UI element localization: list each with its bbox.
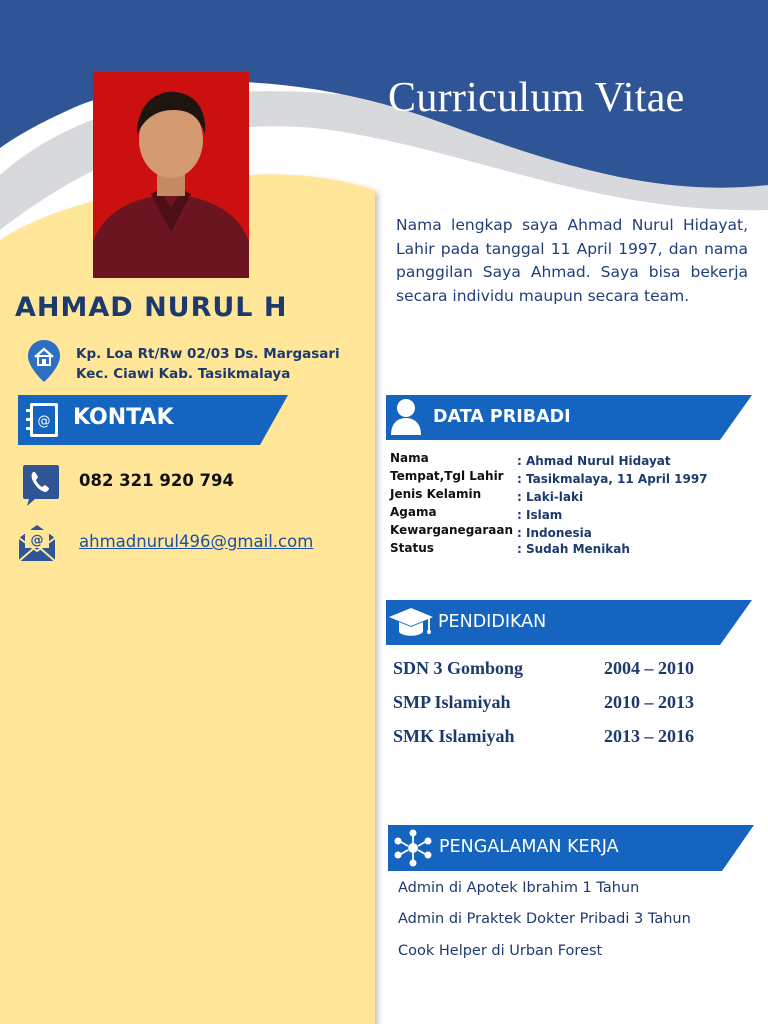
pendidikan-heading: PENDIDIKAN: [438, 612, 547, 632]
education-years: 2010 – 2013: [604, 692, 694, 712]
phone-number: 082 321 920 794: [79, 471, 235, 490]
full-name: AHMAD NURUL H: [15, 292, 288, 323]
personal-value: : Laki-laki: [517, 490, 584, 504]
education-school: SMK Islamiyah: [393, 726, 515, 746]
work-experience-item: Cook Helper di Urban Forest: [398, 943, 603, 959]
pengalaman-header: [388, 825, 754, 871]
mail-icon: [16, 522, 58, 564]
contact-book-icon: [24, 401, 64, 439]
personal-key: Tempat,Tgl Lahir: [390, 469, 504, 483]
education-years: 2013 – 2016: [604, 726, 694, 746]
personal-value: : Indonesia: [517, 526, 592, 540]
personal-key: Status: [390, 541, 434, 555]
about-summary: Nama lengkap saya Ahmad Nurul Hidayat, Lahir pada tanggal 11 April 1997, dan nama panggilan Saya Ahmad. Saya bisa bekerja secara individu maupun secara team.: [396, 216, 748, 305]
address-line-2: Kec. Ciawi Kab. Tasikmalaya: [76, 365, 291, 382]
data-pribadi-header: [386, 395, 752, 440]
education-school: SDN 3 Gombong: [393, 658, 524, 678]
personal-key: Agama: [390, 505, 437, 519]
personal-value: : Sudah Menikah: [517, 542, 630, 556]
data-pribadi-heading: DATA PRIBADI: [433, 407, 571, 427]
work-experience-item: Admin di Apotek Ibrahim 1 Tahun: [398, 880, 640, 896]
address: [76, 345, 340, 384]
svg-text:@: @: [37, 414, 51, 429]
education-school: SMP Islamiyah: [393, 692, 511, 712]
user-icon: [389, 397, 423, 437]
personal-key: Jenis Kelamin: [390, 487, 482, 501]
network-icon: [393, 828, 433, 868]
personal-key: Nama: [390, 451, 429, 465]
email-link[interactable]: ahmadnurul496@gmail.com: [79, 532, 314, 551]
pendidikan-header: [386, 600, 752, 645]
kontak-header: [18, 395, 288, 445]
document-title: Curriculum Vitae: [388, 75, 685, 121]
kontak-heading: KONTAK: [73, 405, 174, 430]
personal-value: : Islam: [517, 508, 563, 522]
svg-text:@: @: [30, 533, 44, 548]
work-experience-item: Admin di Praktek Dokter Pribadi 3 Tahun: [398, 911, 691, 927]
pengalaman-heading: PENGALAMAN KERJA: [439, 837, 619, 857]
home-pin-icon: [26, 338, 62, 384]
profile-photo: [93, 72, 249, 278]
personal-value: : Ahmad Nurul Hidayat: [517, 454, 671, 468]
education-years: 2004 – 2010: [604, 658, 694, 678]
graduation-cap-icon: [387, 605, 435, 641]
personal-value: : Tasikmalaya, 11 April 1997: [517, 472, 708, 486]
phone-icon: [21, 463, 61, 507]
personal-key: Kewarganegaraan: [390, 523, 514, 537]
address-line-1: Kp. Loa Rt/Rw 02/03 Ds. Margasari: [76, 346, 340, 362]
